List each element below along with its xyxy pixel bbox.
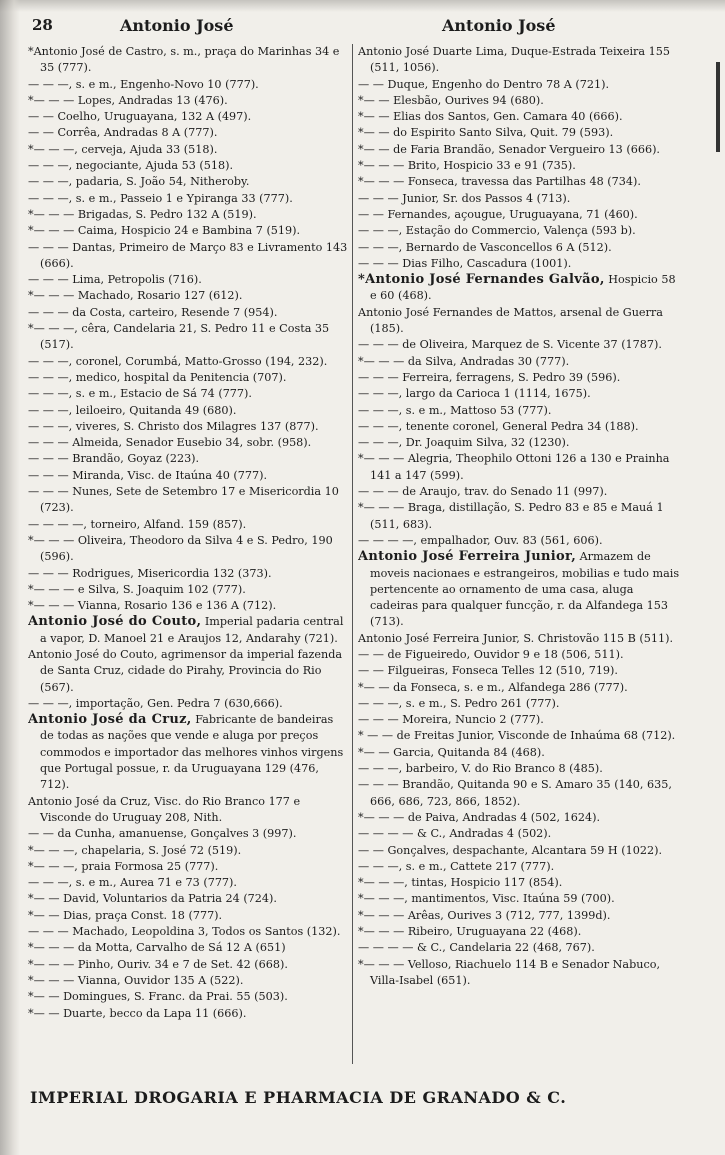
directory-entry: — — — Brandão, Quitanda 90 e S. Amaro 35 (140, 635, 666, 686, 723, 866, 1852). <box>358 778 672 808</box>
column-divider <box>352 44 353 1064</box>
directory-entry: — — da Cunha, amanuense, Gonçalves 3 (997). <box>28 827 297 841</box>
directory-entry: *— — — Braga, distillação, S. Pedro 83 e 85 e Mauá 1 (511, 683). <box>358 501 664 531</box>
directory-entry: — — —, Bernardo de Vasconcellos 6 A (512). <box>358 240 612 254</box>
directory-entry: — — — —, empalhador, Ouv. 83 (561, 606). <box>358 533 603 547</box>
directory-entry: — — Duque, Engenho do Dentro 78 A (721). <box>358 77 610 91</box>
directory-entry: *— — — Velloso, Riachuelo 114 B e Senador Nabuco, Villa-Isabel (651). <box>358 957 661 987</box>
page-number: 28 <box>32 16 53 34</box>
directory-entry: *— — — Ribeiro, Uruguayana 22 (468). <box>358 925 582 939</box>
directory-entry: — — Corrêa, Andradas 8 A (777). <box>28 126 218 140</box>
footer-advertisement: IMPERIAL DROGARIA E PHARMACIA DE GRANADO & C. <box>30 1088 567 1107</box>
directory-entry: — — —, barbeiro, V. do Rio Branco 8 (485). <box>358 762 603 776</box>
directory-entry: *— — — Fonseca, travessa das Partilhas 48 (734). <box>358 175 641 189</box>
directory-entry: *— — — Alegria, Theophilo Ottoni 126 a 130 e Prainha 141 a 147 (599). <box>358 452 670 482</box>
directory-entry: — — — —, torneiro, Alfand. 159 (857). <box>28 517 247 531</box>
directory-entry: — — —, Estação do Commercio, Valença (593 b). <box>358 224 636 238</box>
directory-entry: — — —, leiloeiro, Quitanda 49 (680). <box>28 403 237 417</box>
directory-entry: *— — — da Motta, Carvalho de Sá 12 A (651) <box>28 941 286 955</box>
directory-entry: — — —, s. e m., Passeio 1 e Ypiranga 33 (777). <box>28 191 293 205</box>
directory-entry: — — — de Oliveira, Marquez de S. Vicente 37 (1787). <box>358 338 662 352</box>
page-left-edge <box>0 0 20 1155</box>
directory-entry: Antonio José Ferreira Junior, Armazem de moveis nacionaes e estrangeiros, mobilias e tudo mais pertencente ao ornamento de uma casa, aluga cadeiras para qualquer funcção, r. da Alfandega 153 (713). <box>358 549 680 629</box>
directory-entry: — — —, tenente coronel, General Pedra 34 (188). <box>358 419 639 433</box>
directory-entry: *— — —, cêra, Candelaria 21, S. Pedro 11 e Costa 35 (517). <box>28 322 330 352</box>
directory-entry: — — —, s. e m., Estacio de Sá 74 (777). <box>28 387 252 401</box>
directory-entry: *— — da Fonseca, s. e m., Alfandega 286 (777). <box>358 680 628 694</box>
directory-entry: *— — —, mantimentos, Visc. Itaúna 59 (700). <box>358 892 615 906</box>
directory-entry: — — —, s. e m., Cattete 217 (777). <box>358 859 555 873</box>
directory-entry: *— — —, chapelaria, S. José 72 (519). <box>28 843 242 857</box>
directory-entry: — — — Lima, Petropolis (716). <box>28 273 202 287</box>
directory-entry: Antonio José da Cruz, Fabricante de bandeiras de todas as nações que vende e aluga por preços commodos e importador das melhores vinhos virgens que Portugal possue, r. da Uruguayana 129 (476, 712). <box>28 712 344 792</box>
directory-entry: — — — da Costa, carteiro, Resende 7 (954). <box>28 305 278 319</box>
directory-entry: *Antonio José de Castro, s. m., praça do Marinhas 34 e 35 (777). <box>28 45 340 75</box>
directory-entry: — — —, s. e m., S. Pedro 261 (777). <box>358 696 560 710</box>
directory-entry: — — — Machado, Leopoldina 3, Todos os Santos (132). <box>28 925 341 939</box>
directory-entry: — — —, coronel, Corumbá, Matto-Grosso (194, 232). <box>28 354 328 368</box>
directory-entry: — — — Rodrigues, Misericordia 132 (373). <box>28 566 272 580</box>
directory-entry: *— — — e Silva, S. Joaquim 102 (777). <box>28 582 246 596</box>
directory-entry: — — Gonçalves, despachante, Alcantara 59 H (1022). <box>358 843 663 857</box>
directory-entry: *— — — Arêas, Ourives 3 (712, 777, 1399d). <box>358 908 611 922</box>
directory-entry: *— — Elesbão, Ourives 94 (680). <box>358 93 544 107</box>
directory-entry: *— — Domingues, S. Franc. da Prai. 55 (503). <box>28 990 288 1004</box>
right-column <box>358 44 684 989</box>
directory-entry: *— — — Vianna, Rosario 136 e 136 A (712). <box>28 599 277 613</box>
directory-entry: — — —, s. e m., Engenho-Novo 10 (777). <box>28 77 259 91</box>
directory-entry: *— — Duarte, becco da Lapa 11 (666). <box>28 1006 247 1020</box>
page-top-edge <box>0 0 725 12</box>
directory-entry: — — Coelho, Uruguayana, 132 A (497). <box>28 110 252 124</box>
directory-entry: *— — — Machado, Rosario 127 (612). <box>28 289 243 303</box>
directory-entry: *— — David, Voluntarios da Patria 24 (724). <box>28 892 277 906</box>
margin-bracket <box>716 62 720 152</box>
directory-entry: — — —, importação, Gen. Pedra 7 (630,666). <box>28 696 283 710</box>
directory-entry: — — —, padaria, S. João 54, Nitheroby. <box>28 175 250 189</box>
directory-entry: — — de Figueiredo, Ouvidor 9 e 18 (506, 511). <box>358 647 624 661</box>
directory-entry: *— — — Brigadas, S. Pedro 132 A (519). <box>28 207 257 221</box>
directory-entry: * — — de Freitas Junior, Visconde de Inhaúma 68 (712). <box>358 729 676 743</box>
directory-entry: — — —, medico, hospital da Penitencia (707). <box>28 370 287 384</box>
directory-entry: — — —, negociante, Ajuda 53 (518). <box>28 159 234 173</box>
directory-entry: *— — — Vianna, Ouvidor 135 A (522). <box>28 973 244 987</box>
directory-entry: — — Filgueiras, Fonseca Telles 12 (510, 719). <box>358 664 618 678</box>
directory-entry: Antonio José do Couto, agrimensor da imperial fazenda de Santa Cruz, cidade do Pirahy, Provincia do Rio (567). <box>28 647 343 694</box>
directory-entry: — — —, s. e m., Mattoso 53 (777). <box>358 403 552 417</box>
directory-entry: — — — Ferreira, ferragens, S. Pedro 39 (596). <box>358 370 621 384</box>
directory-entry: — — — Almeida, Senador Eusebio 34, sobr. (958). <box>28 436 312 450</box>
directory-entry: *— — —, cerveja, Ajuda 33 (518). <box>28 142 218 156</box>
directory-entry: Antonio José da Cruz, Visc. do Rio Branco 177 e Visconde do Uruguay 208, Nith. <box>28 794 301 824</box>
directory-entry: Antonio José Ferreira Junior, S. Christovão 115 B (511). <box>358 631 674 645</box>
directory-entry: *— — — Oliveira, Theodoro da Silva 4 e S. Pedro, 190 (596). <box>28 533 333 564</box>
directory-entry: — — — Brandão, Goyaz (223). <box>28 452 200 466</box>
directory-entry: — — Fernandes, açougue, Uruguayana, 71 (460). <box>358 207 638 221</box>
directory-entry: *— — de Faria Brandão, Senador Vergueiro 13 (666). <box>358 142 660 156</box>
directory-entry: — — — Dias Filho, Cascadura (1001). <box>358 256 572 270</box>
running-title-right: Antonio José <box>442 16 556 35</box>
directory-entry: *— — Garcia, Quitanda 84 (468). <box>358 745 545 759</box>
directory-entry: — — — Dantas, Primeiro de Março 83 e Livramento 143 (666). <box>28 240 348 270</box>
directory-entry: — — — — & C., Candelaria 22 (468, 767). <box>358 941 595 955</box>
directory-entry: *— — —, praia Formosa 25 (777). <box>28 859 219 873</box>
page-header <box>0 14 725 40</box>
directory-entry: *Antonio José Fernandes Galvão, Hospicio 58 e 60 (468). <box>358 272 676 303</box>
directory-entry: Antonio José do Couto, Imperial padaria central a vapor, D. Manoel 21 e Araujos 12, Andarahy (721). <box>28 614 344 645</box>
directory-entry: *— — — Lopes, Andradas 13 (476). <box>28 93 228 107</box>
directory-entry: — — —, Dr. Joaquim Silva, 32 (1230). <box>358 436 570 450</box>
directory-entry: — — — Junior, Sr. dos Passos 4 (713). <box>358 191 571 205</box>
directory-entry: *— — — Brito, Hospicio 33 e 91 (735). <box>358 159 576 173</box>
directory-entry: — — — de Araujo, trav. do Senado 11 (997). <box>358 485 608 499</box>
directory-entry: *— — Dias, praça Const. 18 (777). <box>28 908 223 922</box>
directory-entry: Antonio José Duarte Lima, Duque-Estrada Teixeira 155 (511, 1056). <box>358 45 670 75</box>
directory-entry: *— — —, tintas, Hospicio 117 (854). <box>358 876 563 890</box>
directory-entry: — — — — & C., Andradas 4 (502). <box>358 827 552 841</box>
directory-entry: *— — Elias dos Santos, Gen. Camara 40 (666). <box>358 110 623 124</box>
directory-entry: — — — Moreira, Nuncio 2 (777). <box>358 713 544 727</box>
directory-entry: — — — Miranda, Visc. de Itaúna 40 (777). <box>28 468 268 482</box>
directory-entry: Antonio José Fernandes de Mattos, arsenal de Guerra (185). <box>358 305 663 336</box>
running-title-left: Antonio José <box>120 16 234 35</box>
left-column <box>28 44 348 1022</box>
directory-entry: — — —, largo da Carioca 1 (1114, 1675). <box>358 387 591 401</box>
directory-entry: — — — Nunes, Sete de Setembro 17 e Misericordia 10 (723). <box>28 485 339 515</box>
directory-entry: — — —, viveres, S. Christo dos Milagres 137 (877). <box>28 419 319 433</box>
directory-entry: *— — — de Paiva, Andradas 4 (502, 1624). <box>358 810 601 824</box>
directory-entry: *— — do Espirito Santo Silva, Quit. 79 (593). <box>358 126 614 140</box>
directory-entry: *— — — Caima, Hospicio 24 e Bambina 7 (519). <box>28 224 301 238</box>
directory-entry: *— — — Pinho, Ouriv. 34 e 7 de Set. 42 (668). <box>28 957 288 971</box>
directory-entry: *— — — da Silva, Andradas 30 (777). <box>358 354 570 368</box>
directory-entry: — — —, s. e m., Aurea 71 e 73 (777). <box>28 876 237 890</box>
